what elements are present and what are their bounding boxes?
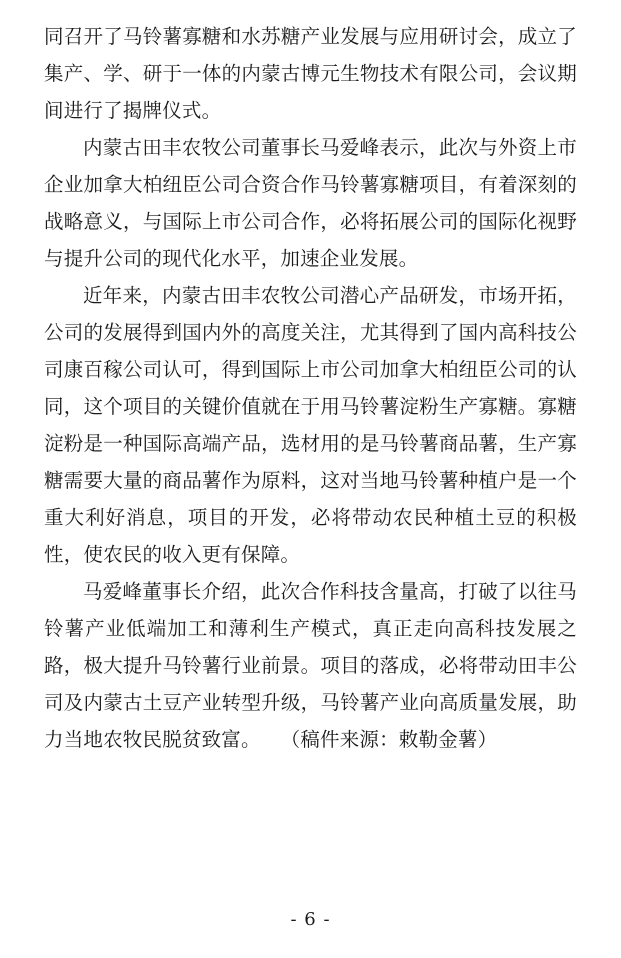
paragraph: 内蒙古田丰农牧公司董事长马爱峰表示，此次与外资上市企业加拿大柏纽臣公司合资合作马铃薯寡糖项目，有着深刻的战略意义，与国际上市公司合作，必将拓展公司的国际化视野与提升公司的现代化水平，加速企业发展。 <box>44 136 577 270</box>
paragraph: 近年来，内蒙古田丰农牧公司潜心产品研发，市场开拓，公司的发展得到国内外的高度关注，尤其得到了国内高科技公司康百稼公司认可，得到国际上市公司加拿大柏纽臣公司的认同，这个项目的关键价值就在于用马铃薯淀粉生产寡糖。寡糖淀粉是一种国际高端产品，选材用的是马铃薯商品薯，生产寡糖需要大量的商品薯作为原料，这对当地马铃薯种植户是一个重大利好消息，项目的开发，必将带动农民种植土豆的积极性，使农民的收入更有保障。 <box>44 284 577 566</box>
paragraph: 同召开了马铃薯寡糖和水苏糖产业发展与应用研讨会，成立了集产、学、研于一体的内蒙古博元生物技术有限公司，会议期间进行了揭牌仪式。 <box>44 25 577 122</box>
paragraph: 马爱峰董事长介绍，此次合作科技含量高，打破了以往马铃薯产业低端加工和薄利生产模式，真正走向高科技发展之路，极大提升马铃薯行业前景。项目的落成，必将带动田丰公司及内蒙古土豆产业转型升级，马铃薯产业向高质量发展，助力当地农牧民脱贫致富。 （稿件来源：敕勒金薯） <box>44 580 577 751</box>
page-number: - 6 - <box>290 909 331 930</box>
document-body <box>44 18 577 758</box>
